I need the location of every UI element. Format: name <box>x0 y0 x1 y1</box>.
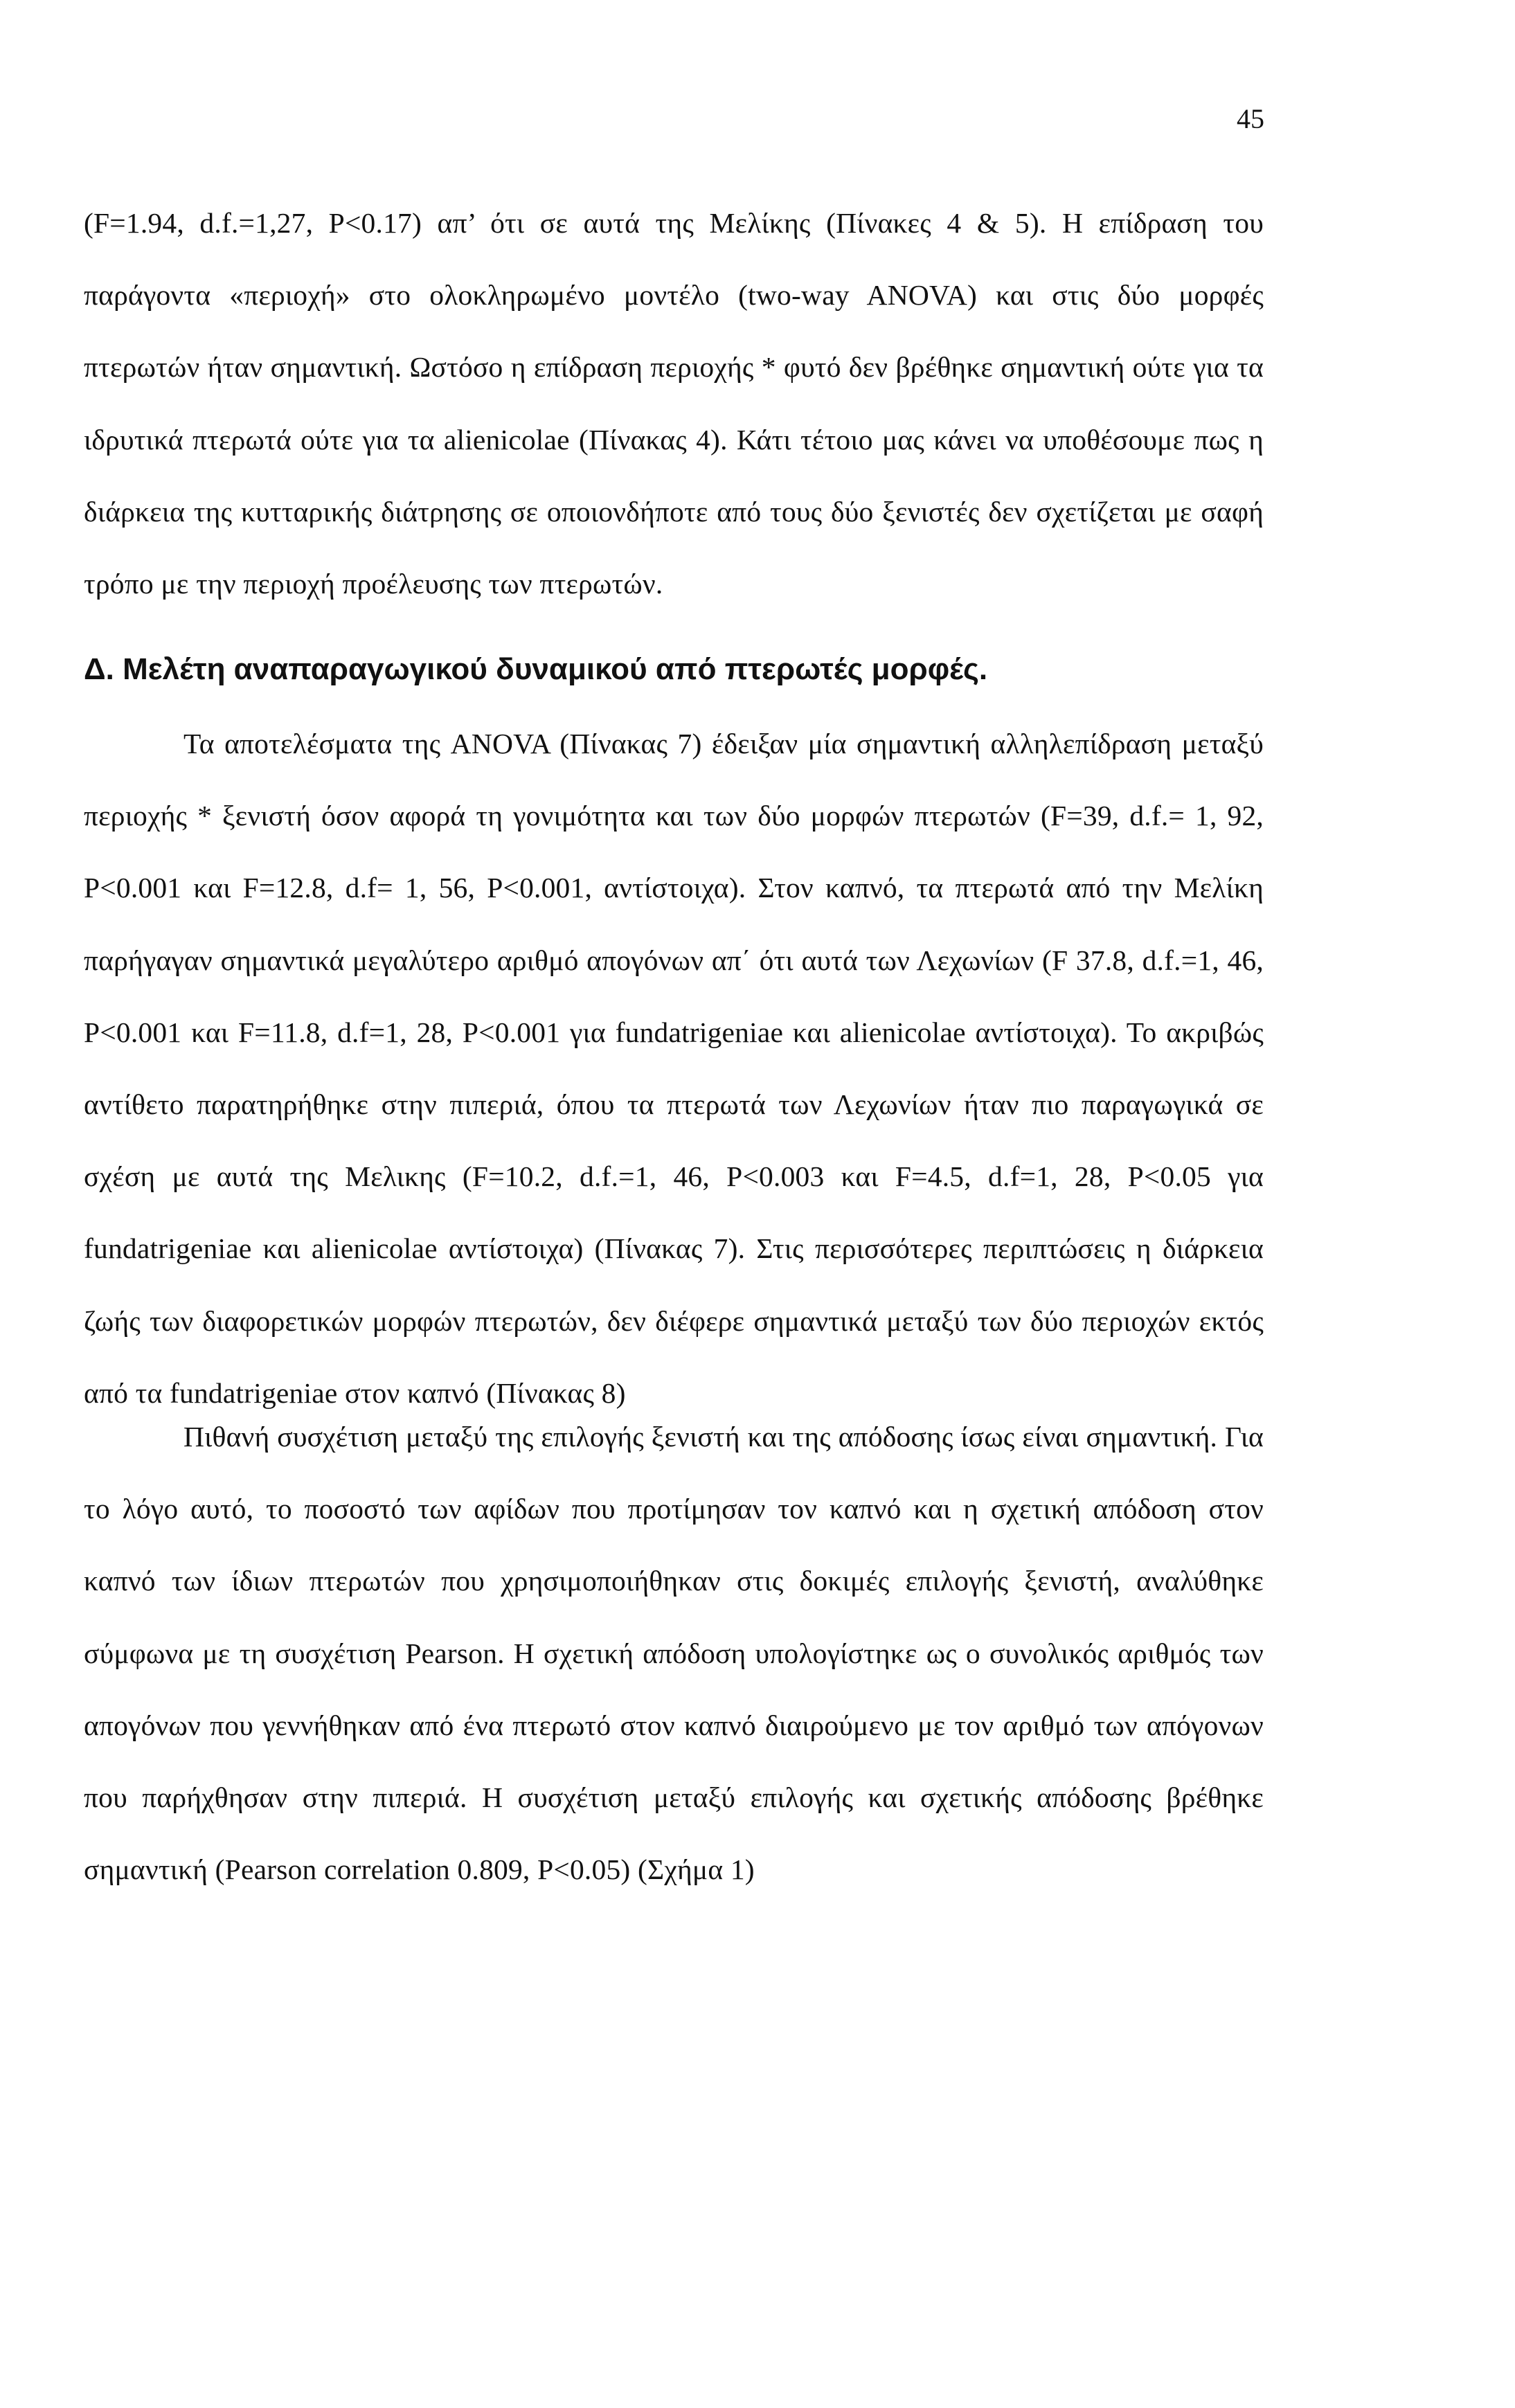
paragraph-anova-region-effect: (F=1.94, d.f.=1,27, P<0.17) απ’ ότι σε αυτά της Μελίκης (Πίνακες 4 & 5). Η επίδραση του παράγοντα «περιοχή» στο ολοκληρωμένο μοντέλο (two-way ANOVA) και στις δύο μορφές πτερωτών ήταν σημαντική. Ωστόσο η επίδραση περιοχής * φυτό δεν βρέθηκε σημαντική ούτε για τα ιδρυτικά πτερωτά ούτε για τα alienicolae (Πίνακας 4). Κάτι τέτοιο μας κάνει να υποθέσουμε πως η διάρκεια της κυτταρικής διάτρησης σε οποιονδήποτε από τους δύο ξενιστές δεν σχετίζεται με σαφή τρόπο με την περιοχή προέλευσης των πτερωτών. <box>84 207 1264 600</box>
paragraph-fecundity-results: Τα αποτελέσματα της ANOVA (Πίνακας 7) έδειξαν μία σημαντική αλληλεπίδραση μεταξύ περιοχής * ξενιστή όσον αφορά τη γονιμότητα και των δύο μορφών πτερωτών (F=39, d.f.= 1, 92, P<0.001 και F=12.8, d.f= 1, 56, P<0.001, αντίστοιχα). Στον καπνό, τα πτερωτά από την Μελίκη παρήγαγαν σημαντικά μεγαλύτερο αριθμό απογόνων απ΄ ότι αυτά των Λεχωνίων (F 37.8, d.f.=1, 46, P<0.001 και F=11.8, d.f=1, 28, P<0.001 για fundatrigeniae και alienicolae αντίστοιχα). Το ακριβώς αντίθετο παρατηρήθηκε στην πιπεριά, όπου τα πτερωτά των Λεχωνίων ήταν πιο παραγωγικά σε σχέση με αυτά της Μελικης (F=10.2, d.f.=1, 46, P<0.003 και F=4.5, d.f=1, 28, P<0.05 για fundatrigeniae και alienicolae αντίστοιχα) (Πίνακας 7). Στις περισσότερες περιπτώσεις η διάρκεια ζωής των διαφορετικών μορφών πτερωτών, δεν διέφερε σημαντικά μεταξύ των δύο περιοχών εκτός από τα fundatrigeniae στον καπνό (Πίνακας 8) <box>84 728 1264 1409</box>
section-heading: Δ. Μελέτη αναπαραγωγικού δυναμικού από πτερωτές μορφές. <box>84 652 988 686</box>
page-number: 45 <box>1237 103 1264 134</box>
paragraph-pearson-correlation: Πιθανή συσχέτιση μεταξύ της επιλογής ξενιστή και της απόδοσης ίσως είναι σημαντική. Για το λόγο αυτό, το ποσοστό των αφίδων που προτίμησαν τον καπνό και η σχετική απόδοση στον καπνό των ίδιων πτερωτών που χρησιμοποιήθηκαν στις δοκιμές επιλογής ξενιστή, αναλύθηκε σύμφωνα με τη συσχέτιση Pearson. Η σχετική απόδοση υπολογίστηκε ως ο συνολικός αριθμός των απογόνων που γεννήθηκαν από ένα πτερωτό στον καπνό διαιρούμενο με τον αριθμό των απόγονων που παρήχθησαν στην πιπεριά. Η συσχέτιση μεταξύ επιλογής και σχετικής απόδοσης βρέθηκε σημαντική (Pearson correlation 0.809, P<0.05) (Σχήμα 1) <box>84 1421 1264 1886</box>
